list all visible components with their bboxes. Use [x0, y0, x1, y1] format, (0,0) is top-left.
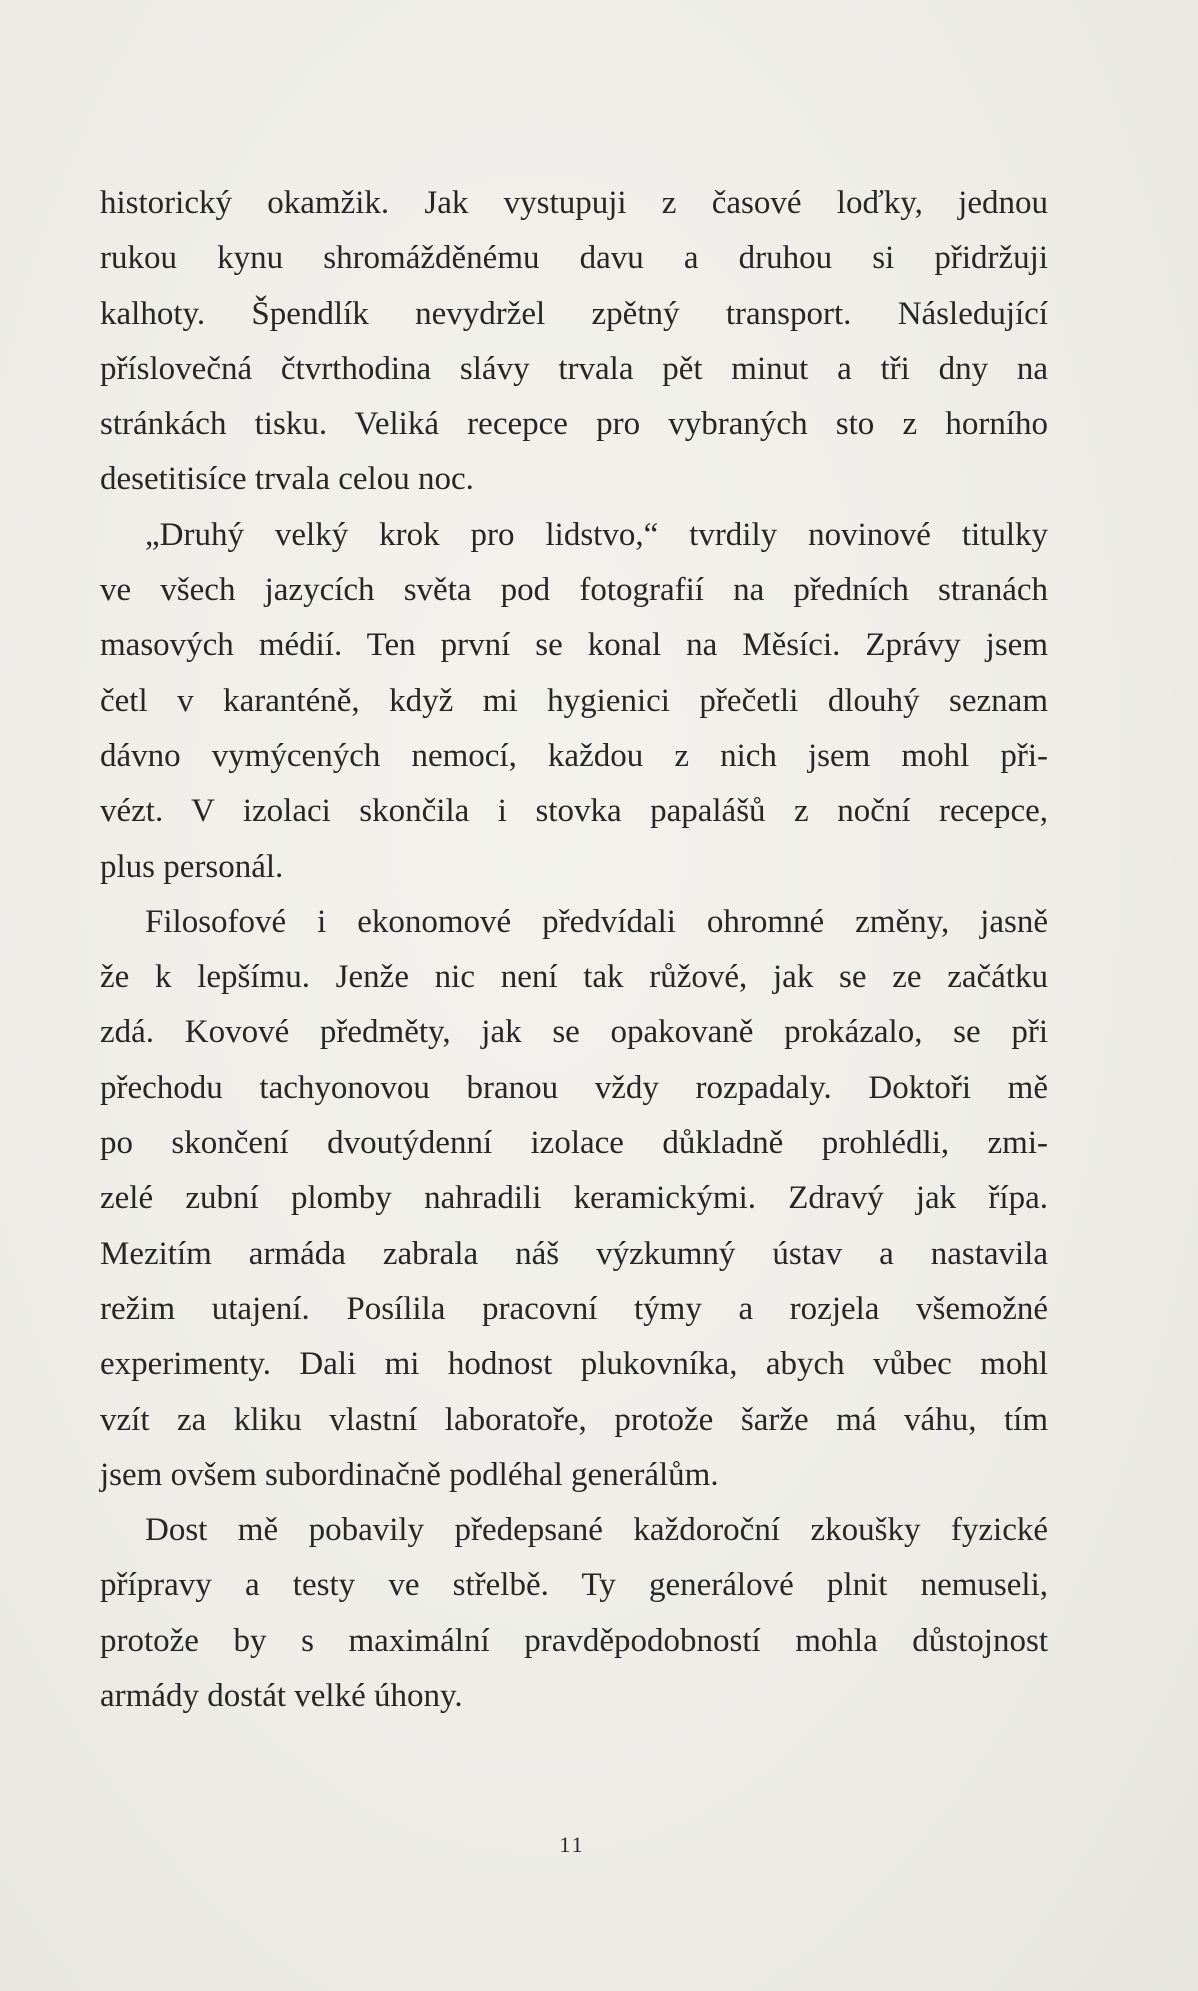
text-line: ve všech jazycích světa pod fotografií na předních stranách: [100, 572, 1048, 609]
paragraph-3: [100, 895, 1048, 1503]
text-line: četl v karanténě, když mi hygienici přečetli dlouhý seznam: [100, 682, 1048, 719]
text-line: armády dostát velké úhony.: [100, 1678, 463, 1715]
text-line: historický okamžik. Jak vystupuji z časové loďky, jednou: [100, 185, 1048, 221]
body-text: [100, 176, 1048, 1724]
paragraph-4: [100, 1503, 1048, 1724]
text-line: plus personál.: [100, 848, 284, 885]
text-line: zelé zubní plomby nahradili keramickými. Zdravý jak řípa.: [100, 1180, 1048, 1217]
text-line: zdá. Kovové předměty, jak se opakovaně prokázalo, se při: [100, 1014, 1048, 1051]
text-line: Filosofové i ekonomové předvídali ohromné změny, jasně: [145, 903, 1048, 940]
text-line: experimenty. Dali mi hodnost plukovníka, abych vůbec mohl: [100, 1346, 1048, 1383]
text-line: stránkách tisku. Veliká recepce pro vybraných sto z horního: [100, 406, 1048, 443]
text-line: příslovečná čtvrthodina slávy trvala pět minut a tři dny na: [100, 350, 1048, 387]
text-line: Dost mě pobavily předepsané každoroční zkoušky fyzické: [145, 1512, 1048, 1549]
text-line: desetitisíce trvala celou noc.: [100, 461, 474, 498]
text-line: režim utajení. Posílila pracovní týmy a rozjela všemožné: [100, 1290, 1048, 1327]
text-line: přechodu tachyonovou branou vždy rozpadaly. Doktoři mě: [100, 1069, 1048, 1106]
paragraph-2: [100, 508, 1048, 895]
text-line: „Druhý velký krok pro lidstvo,“ tvrdily novinové titulky: [145, 516, 1048, 553]
text-line: Mezitím armáda zabrala náš výzkumný ústav a nastavila: [100, 1235, 1048, 1272]
text-line: po skončení dvoutýdenní izolace důkladně prohlédli, zmi-: [100, 1125, 1048, 1162]
text-line: vézt. V izolaci skončila i stovka papalášů z noční recepce,: [100, 793, 1048, 830]
text-line: dávno vymýcených nemocí, každou z nich jsem mohl při-: [100, 737, 1048, 774]
paragraph-1: [100, 176, 1048, 508]
text-line: kalhoty. Špendlík nevydržel zpětný transport. Následující: [100, 295, 1048, 332]
text-line: protože by s maximální pravděpodobností mohla důstojnost: [100, 1622, 1048, 1659]
text-line: přípravy a testy ve střelbě. Ty generálové plnit nemuseli,: [100, 1567, 1048, 1604]
text-line: jsem ovšem subordinačně podléhal generálům.: [100, 1456, 719, 1493]
page-number: 11: [559, 1832, 585, 1857]
text-line: masových médií. Ten první se konal na Měsíci. Zprávy jsem: [100, 627, 1048, 664]
text-line: vzít za kliku vlastní laboratoře, protože šarže má váhu, tím: [100, 1401, 1048, 1438]
text-line: že k lepšímu. Jenže nic není tak růžové, jak se ze začátku: [100, 959, 1048, 996]
text-line: rukou kynu shromážděnému davu a druhou si přidržuji: [100, 240, 1048, 277]
